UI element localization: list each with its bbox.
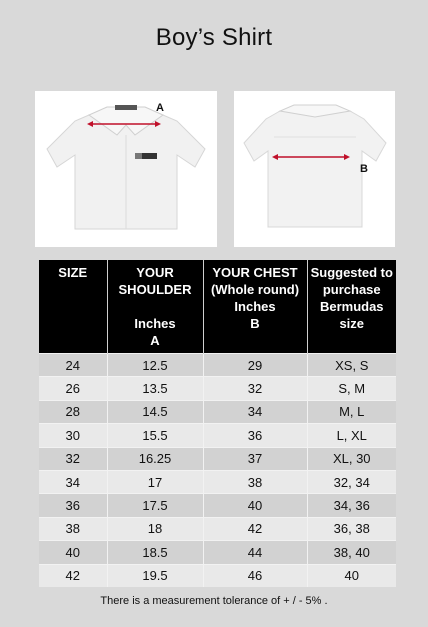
cell-shoulder: 19.5 (107, 564, 203, 587)
header-size (39, 260, 107, 354)
cell-chest: 40 (203, 494, 307, 517)
header-line: SIZE (58, 265, 88, 280)
cell-shoulder: 18 (107, 517, 203, 540)
cell-bermudas-size: L, XL (307, 424, 396, 447)
cell-size: 26 (39, 377, 107, 400)
cell-bermudas-size: 40 (307, 564, 396, 587)
cell-bermudas-size: 34, 36 (307, 494, 396, 517)
header-spacer (110, 298, 201, 315)
cell-size: 28 (39, 400, 107, 423)
page-title: Boy’s Shirt (155, 24, 273, 51)
table-row (39, 354, 396, 377)
table-row (39, 424, 396, 447)
cell-chest: 32 (203, 377, 307, 400)
cell-shoulder: 13.5 (107, 377, 203, 400)
header-line: Inches (134, 316, 176, 331)
cell-shoulder: 18.5 (107, 541, 203, 564)
cell-size: 34 (39, 470, 107, 493)
cell-size: 30 (39, 424, 107, 447)
table-row (39, 400, 396, 423)
header-line: size (339, 316, 365, 331)
size-chart-table (39, 260, 396, 587)
marker-a-label: A (156, 102, 164, 114)
cell-chest: 38 (203, 470, 307, 493)
cell-shoulder: 17.5 (107, 494, 203, 517)
marker-b-label: B (360, 163, 368, 175)
cell-bermudas-size: M, L (307, 400, 396, 423)
shirt-back-image (234, 91, 395, 247)
header-line: Suggested to (310, 265, 393, 280)
cell-chest: 34 (203, 400, 307, 423)
table-row (39, 447, 396, 470)
cell-size: 40 (39, 541, 107, 564)
cell-chest: 42 (203, 517, 307, 540)
cell-chest: 37 (203, 447, 307, 470)
cell-shoulder: 12.5 (107, 354, 203, 377)
header-line: YOUR (136, 265, 174, 280)
table-row (39, 494, 396, 517)
cell-size: 24 (39, 354, 107, 377)
header-line: purchase (322, 282, 381, 297)
header-line: Bermudas (319, 299, 384, 314)
cell-shoulder: 15.5 (107, 424, 203, 447)
table-row (39, 541, 396, 564)
cell-size: 38 (39, 517, 107, 540)
shirt-front-image (35, 91, 217, 247)
header-line: Inches (234, 299, 276, 314)
cell-bermudas-size: XL, 30 (307, 447, 396, 470)
cell-chest: 46 (203, 564, 307, 587)
header-chest (203, 260, 307, 354)
cell-size: 36 (39, 494, 107, 517)
header-shoulder (107, 260, 203, 354)
table-row (39, 377, 396, 400)
header-line: SHOULDER (118, 282, 192, 297)
header-line: B (250, 316, 260, 331)
cell-chest: 29 (203, 354, 307, 377)
table-row (39, 517, 396, 540)
cell-chest: 44 (203, 541, 307, 564)
cell-shoulder: 17 (107, 470, 203, 493)
table-row (39, 564, 396, 587)
header-bermudas-size (307, 260, 396, 354)
table-header-row (39, 260, 396, 354)
cell-bermudas-size: S, M (307, 377, 396, 400)
cell-bermudas-size: XS, S (307, 354, 396, 377)
cell-bermudas-size: 36, 38 (307, 517, 396, 540)
cell-shoulder: 14.5 (107, 400, 203, 423)
tolerance-note: There is a measurement tolerance of + / - 5% . (100, 595, 328, 607)
header-line: (Whole round) (210, 282, 300, 297)
cell-size: 42 (39, 564, 107, 587)
cell-size: 32 (39, 447, 107, 470)
cell-shoulder: 16.25 (107, 447, 203, 470)
header-line: YOUR CHEST (212, 265, 298, 280)
header-line: A (150, 333, 160, 348)
cell-bermudas-size: 38, 40 (307, 541, 396, 564)
table-row (39, 470, 396, 493)
cell-bermudas-size: 32, 34 (307, 470, 396, 493)
cell-chest: 36 (203, 424, 307, 447)
